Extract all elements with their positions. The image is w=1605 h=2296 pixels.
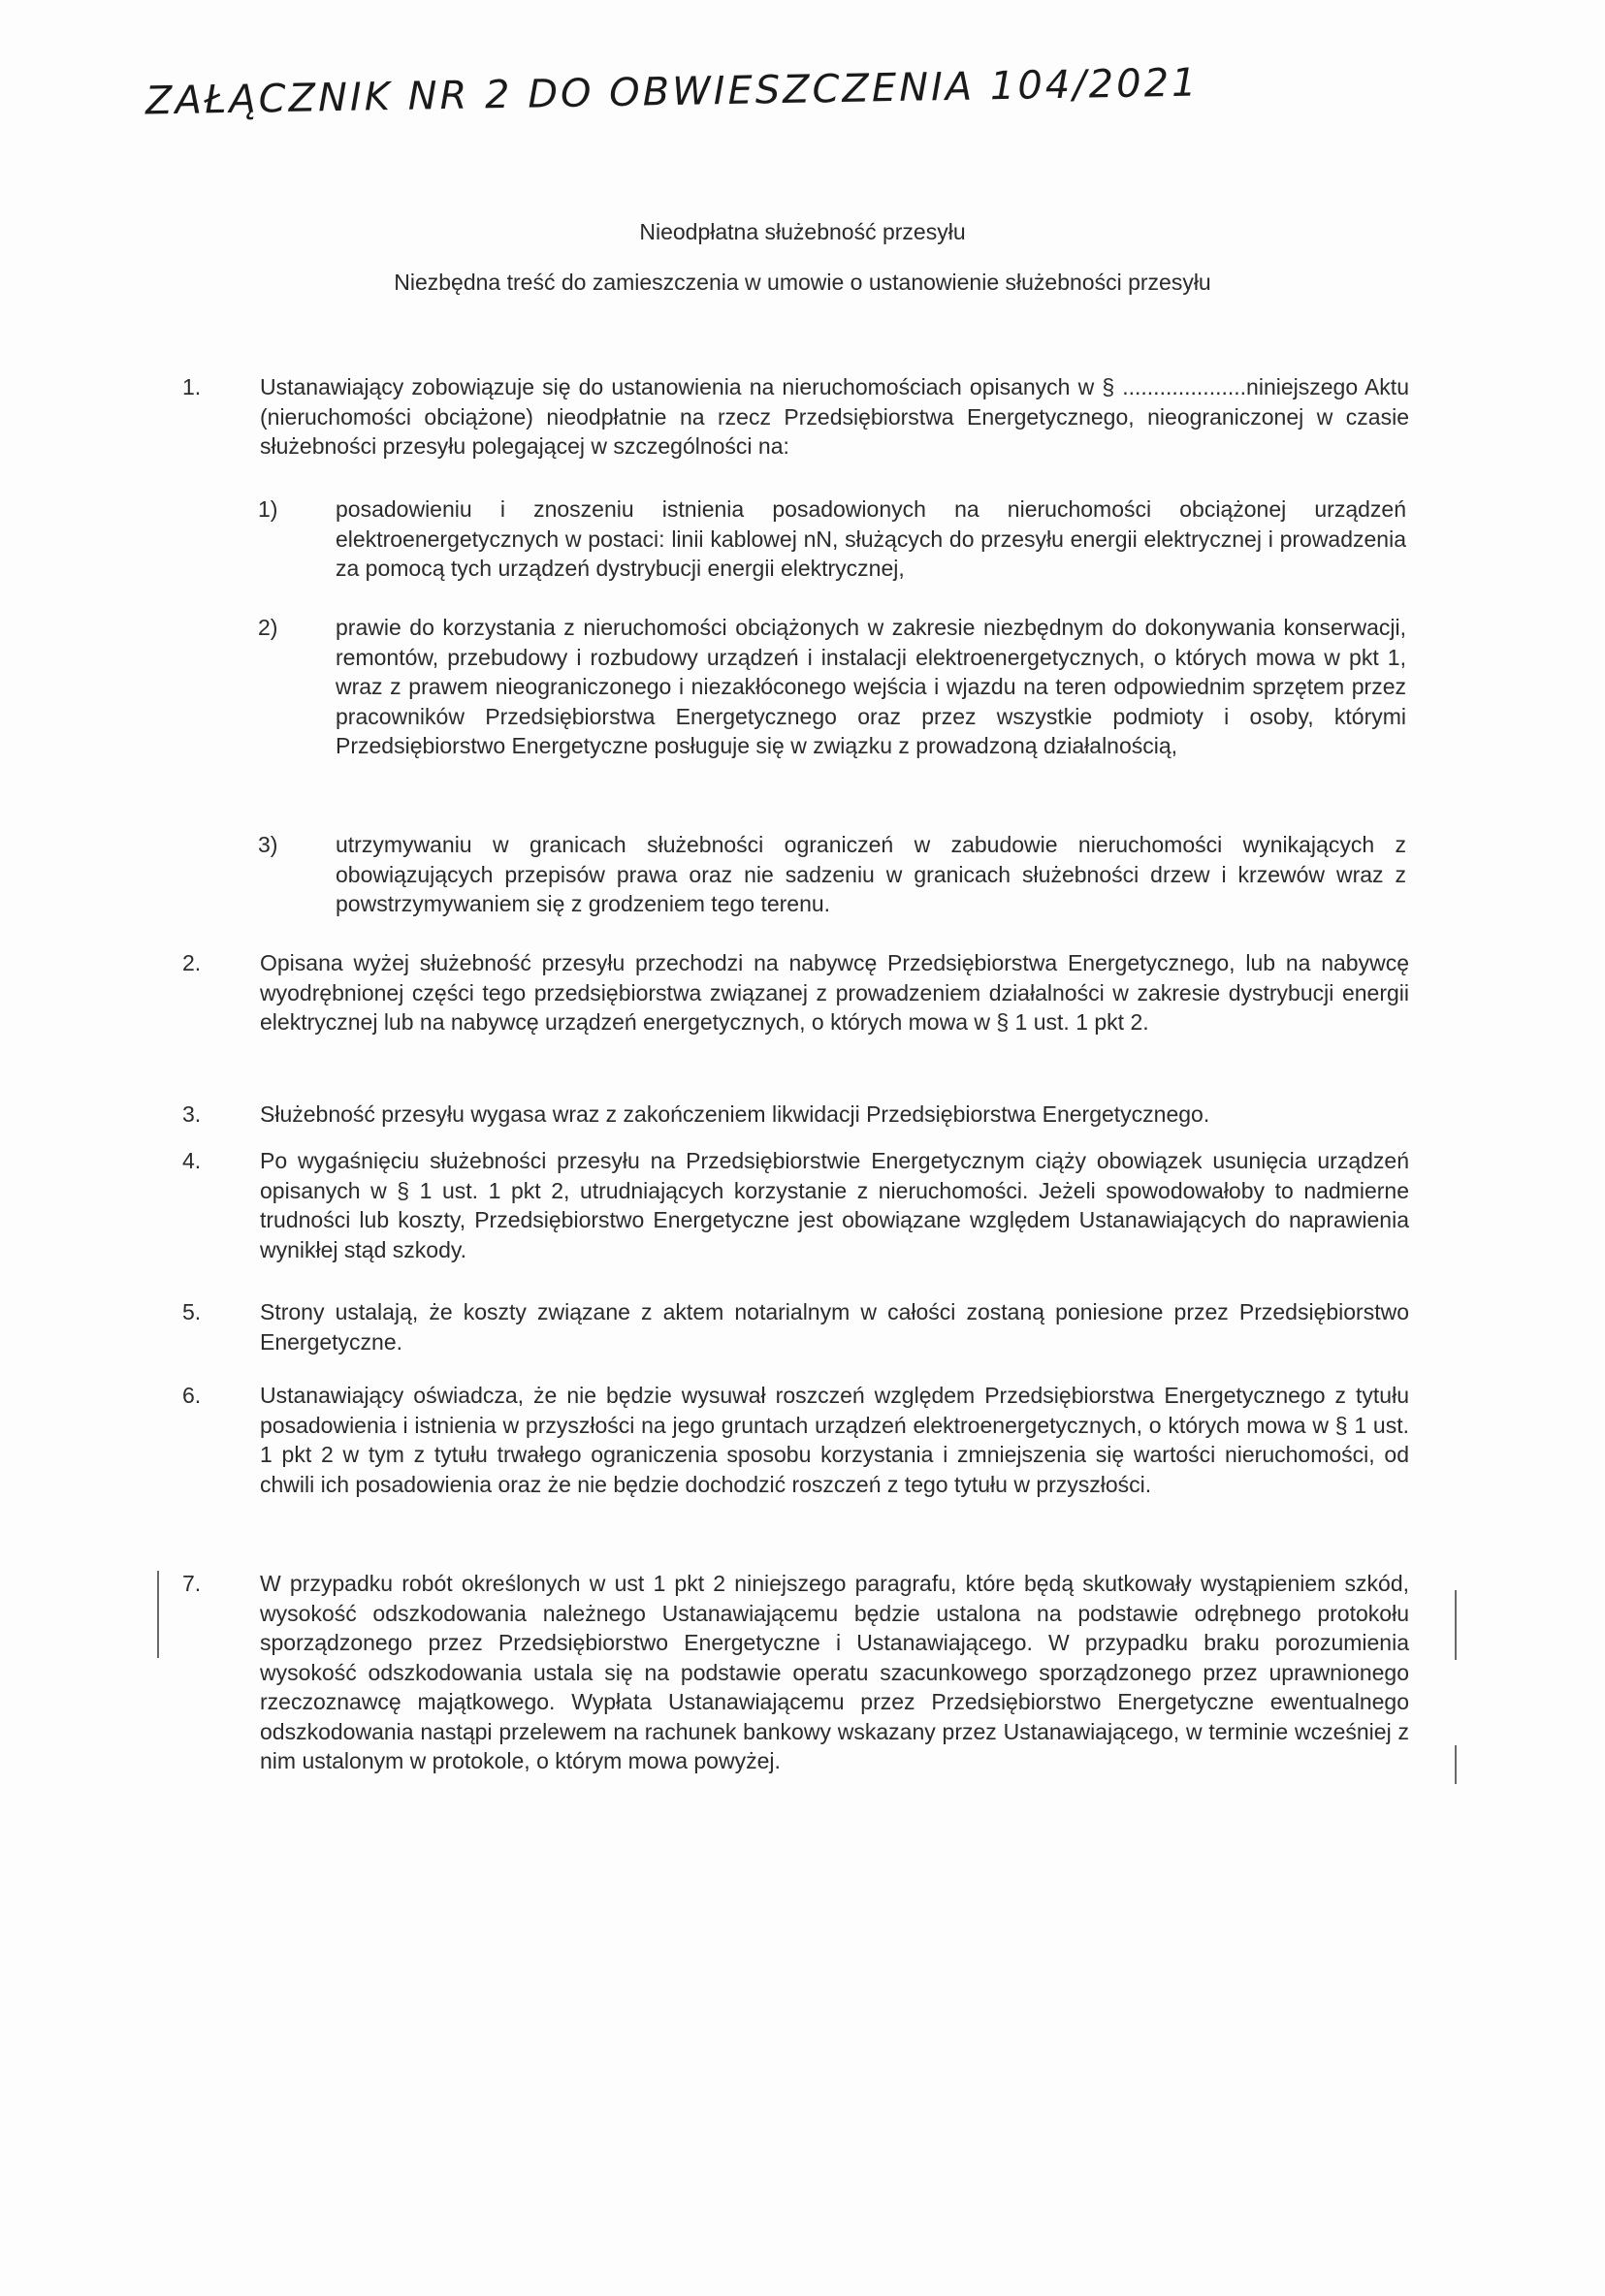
handwritten-annex-note: ZAŁĄCZNIK NR 2 DO OBWIESZCZENIA 104/2021 xyxy=(144,60,1200,124)
clause-2 xyxy=(182,948,1409,1037)
clause-text: W przypadku robót określonych w ust 1 pkt 2 niniejszego paragrafu, które będą skutkowały wystąpieniem szkód, wysokość odszkodowania należnego Ustanawiającemu będzie ustalona na podstawie odrębnego protokołu sporządzonego przez Przedsiębiorstwo Energetyczne i Ustanawiającego. W przypadku braku porozumienia wysokość odszkodowania ustala się na podstawie operatu szacunkowego sporządzonego przez uprawnionego rzeczoznawcę majątkowego. Wypłata Ustanawiającemu przez Przedsiębiorstwo Energetyczne ewentualnego odszkodowania nastąpi przelewem na rachunek bankowy wskazany przez Ustanawiającego, w terminie wcześniej z nim ustalonym w protokole, o którym mowa powyżej. xyxy=(260,1571,1409,1773)
subclause-text: posadowieniu i znoszeniu istnienia posadowionych na nieruchomości obciążonej urządzeń elektroenergetycznych w postaci: linii kablowej nN, służących do przesyłu energii elektrycznej i prowadzenia za pomocą tych urządzeń dystrybucji energii elektrycznej, xyxy=(336,496,1406,581)
subclause-1-2 xyxy=(258,613,1406,761)
clause-text: Służebność przesyłu wygasa wraz z zakończeniem likwidacji Przedsiębiorstwa Energetycznego. xyxy=(260,1101,1210,1127)
subclause-1-3 xyxy=(258,830,1406,919)
subclause-1-1 xyxy=(258,494,1406,584)
clause-3 xyxy=(182,1100,1409,1130)
clause-text: Po wygaśnięciu służebności przesyłu na Przedsiębiorstwie Energetycznym ciąży obowiązek usunięcia urządzeń opisanych w § 1 ust. 1 pkt 2, utrudniających korzystanie z nieruchomości. Jeżeli spowodowałoby to nadmierne trudności lub koszty, Przedsiębiorstwo Energetyczne jest obowiązane względem Ustanawiających do naprawienia wynikłej stąd szkody. xyxy=(260,1148,1409,1262)
clause-number: 5. xyxy=(182,1299,202,1324)
clause-text: Opisana wyżej służebność przesyłu przechodzi na nabywcę Przedsiębiorstwa Energetycznego, lub na nabywcę wyodrębnionej części tego przedsiębiorstwa związanej z prowadzeniem działalności w zakresie dystrybucji energii elektrycznej lub na nabywcę urządzeń energetycznych, o których mowa w § 1 ust. 1 pkt 2. xyxy=(260,950,1409,1035)
clause-number: 4. xyxy=(182,1148,202,1173)
clause-number: 6. xyxy=(182,1383,202,1408)
document-subtitle: Niezbędna treść do zamieszczenia w umowie o ustanowienie służebności przesyłu xyxy=(394,270,1211,295)
clause-text: Strony ustalają, że koszty związane z aktem notarialnym w całości zostaną poniesione przez Przedsiębiorstwo Energetyczne. xyxy=(260,1299,1409,1355)
subclause-text: utrzymywaniu w granicach służebności ograniczeń w zabudowie nieruchomości wynikających z obowiązujących przepisów prawa oraz nie sadzeniu w granicach służebności drzew i krzewów wraz z powstrzymywaniem się z grodzeniem tego terenu. xyxy=(336,832,1406,916)
clause-text: Ustanawiający zobowiązuje się do ustanowienia na nieruchomościach opisanych w § ....................niniejszego Aktu (nieruchomości obciążone) nieodpłatnie na rzecz Przedsiębiorstwa Energetycznego, nieograniczonej w czasie służebności przesyłu polegającej w szczególności na: xyxy=(260,374,1409,459)
subclause-number: 2) xyxy=(258,615,278,640)
clause-text: Ustanawiający oświadcza, że nie będzie wysuwał roszczeń względem Przedsiębiorstwa Energetycznego z tytułu posadowienia i istnienia w przyszłości na jego gruntach urządzeń elektroenergetycznych, o których mowa w § 1 ust. 1 pkt 2 w tym z tytułu trwałego ograniczenia sposobu korzystania i zmniejszenia się wartości nieruchomości, od chwili ich posadowienia oraz że nie będzie dochodzić roszczeń z tego tytułu w przyszłości. xyxy=(260,1383,1409,1497)
subclause-number: 1) xyxy=(258,496,278,522)
scan-mark-right-top xyxy=(1455,1590,1457,1660)
clause-7 xyxy=(182,1569,1409,1776)
clause-1 xyxy=(182,372,1409,462)
scan-mark-left xyxy=(157,1571,159,1658)
subclause-text: prawie do korzystania z nieruchomości obciążonych w zakresie niezbędnym do dokonywania konserwacji, remontów, przebudowy i rozbudowy urządzeń i instalacji elektroenergetycznych, o których mowa w pkt 1, wraz z prawem nieograniczonego i niezakłóconego wejścia i wjazdu na teren odpowiednim sprzętem przez pracowników Przedsiębiorstwa Energetycznego oraz przez wszystkie podmioty i osoby, którymi Przedsiębiorstwo Energetyczne posługuje się w związku z prowadzoną działalnością, xyxy=(336,615,1406,758)
clause-number: 7. xyxy=(182,1571,202,1596)
subclause-number: 3) xyxy=(258,832,278,857)
clause-4 xyxy=(182,1146,1409,1264)
clause-number: 2. xyxy=(182,950,202,975)
clause-5 xyxy=(182,1297,1409,1356)
scan-mark-right-bottom xyxy=(1455,1745,1457,1784)
document-title: Nieodpłatna służebność przesyłu xyxy=(639,219,966,244)
clause-number: 1. xyxy=(182,374,202,399)
clause-number: 3. xyxy=(182,1101,202,1127)
clause-6 xyxy=(182,1381,1409,1499)
